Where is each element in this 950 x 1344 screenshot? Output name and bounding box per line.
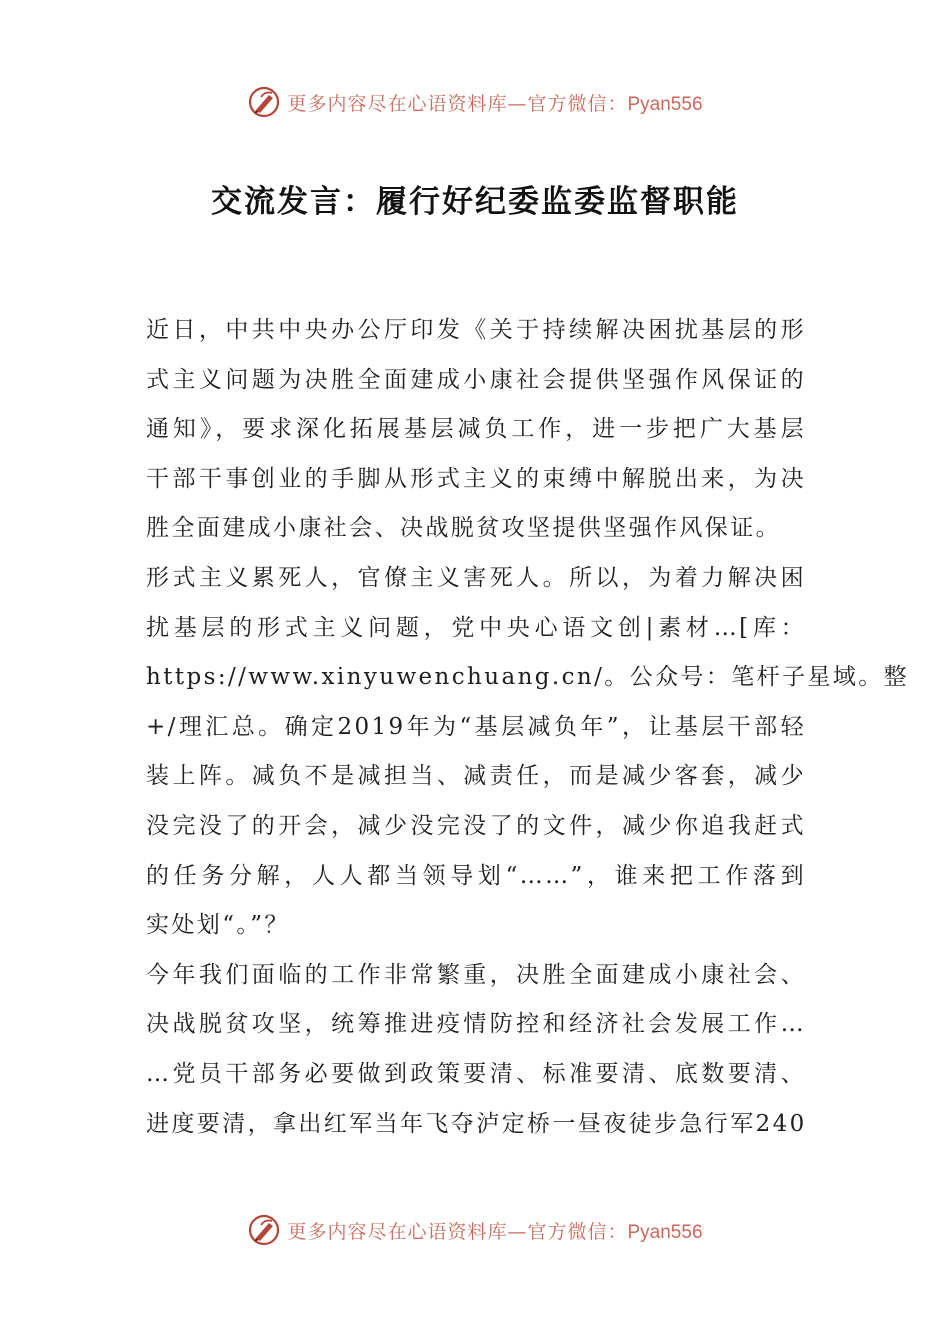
paragraph	[146, 306, 806, 554]
paragraph-line: 的任务分解，人人都当领导划“……”，谁来把工作落到	[146, 862, 806, 889]
paragraph-line: 干部干事创业的手脚从形式主义的束缚中解脱出来，为决	[146, 465, 806, 492]
banner-text	[287, 89, 702, 116]
footer-banner	[0, 1210, 950, 1250]
paragraph-line: +/理汇总。确定2019年为“基层减负年”，让基层干部轻	[146, 713, 806, 740]
document-title: 交流发言：履行好纪委监委监督职能	[211, 184, 739, 220]
paragraph-line: 实处划“。”？	[146, 912, 290, 939]
document-body	[146, 306, 910, 1149]
paragraph-line: 近日，中共中央办公厅印发《关于持续解决困扰基层的形	[146, 317, 806, 343]
pen-nib-logo-icon	[247, 1213, 281, 1247]
paragraph-line: 决战脱贫攻坚，统筹推进疫情防控和经济社会发展工作…	[146, 1011, 806, 1038]
banner-wechat-id: Pyan556	[627, 93, 703, 115]
paragraph-line: 胜全面建成小康社会、决战脱贫攻坚提供坚强作风保证。	[146, 515, 781, 542]
paragraph-line: 今年我们面临的工作非常繁重，决胜全面建成小康社会、	[146, 961, 806, 988]
banner-text-cn: 更多内容尽在心语资料库—官方微信：	[287, 1220, 628, 1243]
banner-wechat-id: Pyan556	[627, 1221, 703, 1243]
paragraph-line: …党员干部务必要做到政策要清、标准要清、底数要清、	[146, 1060, 806, 1087]
paragraph-line: 通知》，要求深化拓展基层减负工作，进一步把广大基层	[146, 416, 806, 443]
paragraph-line: https://www.xinyuwenchuang.cn/。公众号：笔杆子星域。整	[146, 664, 910, 691]
banner-text	[287, 1217, 702, 1244]
paragraph-line: 没完没了的开会，减少没完没了的文件，减少你追我赶式	[146, 812, 806, 839]
banner-text-cn: 更多内容尽在心语资料库—官方微信：	[287, 92, 628, 115]
paragraph	[146, 951, 806, 1149]
paragraph	[146, 554, 910, 951]
paragraph-line: 形式主义累死人，官僚主义害死人。所以，为着力解决困	[146, 564, 806, 591]
paragraph-line: 式主义问题为决胜全面建成小康社会提供坚强作风保证的	[146, 366, 806, 393]
paragraph-line: 扰基层的形式主义问题，党中央心语文创|素材…[库：	[146, 614, 806, 641]
pen-nib-logo-icon	[247, 85, 281, 119]
header-banner	[0, 82, 950, 122]
paragraph-line: 装上阵。减负不是减担当、减责任，而是减少客套，减少	[146, 763, 806, 790]
paragraph-line: 进度要清，拿出红军当年飞夺泸定桥一昼夜徒步急行军240	[146, 1110, 807, 1137]
